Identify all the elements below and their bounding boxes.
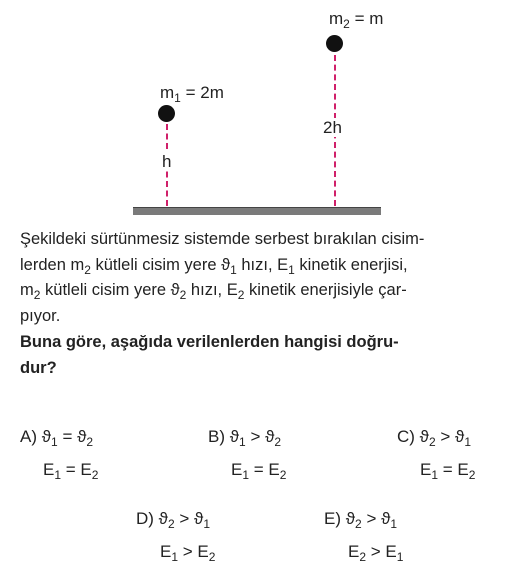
option-d-line-2: $E_1 > E_2$ bbox=[160, 542, 216, 564]
problem-line-4: pıyor. bbox=[20, 306, 61, 325]
option-d-line-1[interactable]: D) $ϑ_2 > ϑ_1$ bbox=[136, 509, 211, 531]
option-b-line-1[interactable]: B) $ϑ_1 > ϑ_2$ bbox=[208, 427, 282, 449]
problem-line-1: Şekildeki sürtünmesiz sistemde serbest bırakılan cisim- bbox=[20, 230, 425, 248]
problem-line-3: $m_2$ kütleli cisim yere $ϑ_2$ hızı, $E_2$ kinetik enerjisiyle çar- bbox=[20, 281, 407, 302]
option-c-line-2: $E_1 = E_2$ bbox=[420, 460, 476, 482]
height-h-label: h bbox=[162, 152, 172, 171]
m1-label: $m_1 = 2m$ bbox=[160, 83, 224, 105]
option-b-line-2: $E_1 = E_2$ bbox=[231, 460, 287, 482]
mass-m2-ball bbox=[326, 35, 343, 52]
question-line-1: Buna göre, aşağıda verilenlerden hangisi doğru- bbox=[20, 333, 399, 351]
option-e-line-2: $E_2 > E_1$ bbox=[348, 542, 404, 564]
option-c-line-1[interactable]: C) $ϑ_2 > ϑ_1$ bbox=[397, 427, 472, 449]
option-e-line-1[interactable]: E) $ϑ_2 > ϑ_1$ bbox=[324, 509, 398, 531]
m2-label: $m_2 = m$ bbox=[329, 9, 384, 31]
problem-line-2: lerden $m_2$ kütleli cisim yere $ϑ_1$ hızı, $E_1$ kinetik enerjisi, bbox=[20, 255, 408, 277]
mass-m1-ball bbox=[158, 105, 175, 122]
height-2h-label: 2h bbox=[323, 118, 342, 137]
question-line-2: dur? bbox=[20, 358, 57, 377]
option-a-line-1[interactable]: A) $ϑ_1 = ϑ_2$ bbox=[20, 427, 94, 449]
problem-text bbox=[20, 227, 500, 381]
option-a-line-2: $E_1 = E_2$ bbox=[43, 460, 99, 482]
ground-surface bbox=[133, 207, 381, 215]
